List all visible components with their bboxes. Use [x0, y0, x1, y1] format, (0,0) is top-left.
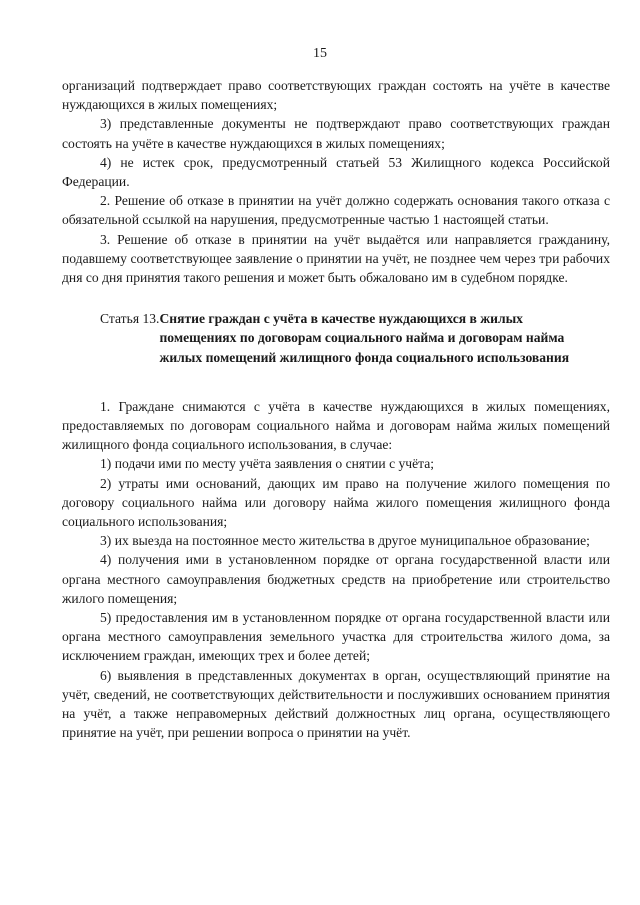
paragraph-continuation: организаций подтверждает право соответствующих граждан состоять на учёте в качестве нуждающихся в жилых помещениях;: [62, 78, 610, 113]
article-title: Снятие граждан с учёта в качестве нуждающихся в жилых помещениях по договорам социального найма и договорам найма жилых помещений жилищного фонда социального использования: [159, 311, 570, 365]
paragraph-item-3: 3) представленные документы не подтверждают право соответствующих граждан состоять на учёте в качестве нуждающихся в жилых помещениях;: [62, 116, 610, 151]
document-body: [62, 76, 610, 743]
paragraph-item-1: 1) подачи ими по месту учёта заявления о снятии с учёта;: [100, 456, 435, 472]
page-number: 15: [313, 46, 327, 61]
paragraph-part-3: 3. Решение об отказе в принятии на учёт выдаётся или направляется гражданину, подавшему соответствующее заявление о принятии на учёт, не позднее чем через три рабочих дня со дня принятия такого решения и может быть обжаловано им в судебном порядке.: [62, 231, 610, 286]
paragraph-item-6: 6) выявления в представленных документах в орган, осуществляющий принятие на учёт, сведений, не соответствующих действительности и послуживших основанием принятия на учёт, а также неправомерных действий должностных лиц органа, осуществляющего принятие на учёт, при решении вопроса о принятии на учёт.: [62, 667, 610, 741]
paragraph-item-5: 5) предоставления им в установленном порядке от органа государственной власти или органа местного самоуправления земельного участка для строительства жилого дома, за исключением граждан, имеющих трех и более детей;: [62, 610, 610, 664]
article-label: Статья 13.: [100, 311, 160, 327]
paragraph-item-2: 2) утраты ими оснований, дающих им право на получение жилого помещения по договору социального найма или договору найма жилого помещения жилищного фонда социального использования;: [62, 475, 610, 530]
article-heading: [62, 309, 610, 367]
paragraph-item-3: 3) их выезда на постоянное место жительства в другое муниципальное образование;: [100, 533, 590, 549]
paragraph-part-2: 2. Решение об отказе в принятии на учёт должно содержать основания такого отказа с обязательной ссылкой на нарушения, предусмотренные частью 1 настоящей статьи.: [62, 193, 610, 228]
paragraph-part-1: 1. Граждане снимаются с учёта в качестве нуждающихся в жилых помещениях, предоставляемых по договорам социального найма и договорам найма жилых помещений жилищного фонда социального использования, в случае:: [62, 398, 610, 453]
paragraph-item-4: 4) не истек срок, предусмотренный статьей 53 Жилищного кодекса Российской Федерации.: [62, 154, 610, 190]
paragraph-item-4: 4) получения ими в установленном порядке от органа государственной власти или органа местного самоуправления бюджетных средств на приобретение или строительство жилого помещения;: [62, 552, 610, 606]
